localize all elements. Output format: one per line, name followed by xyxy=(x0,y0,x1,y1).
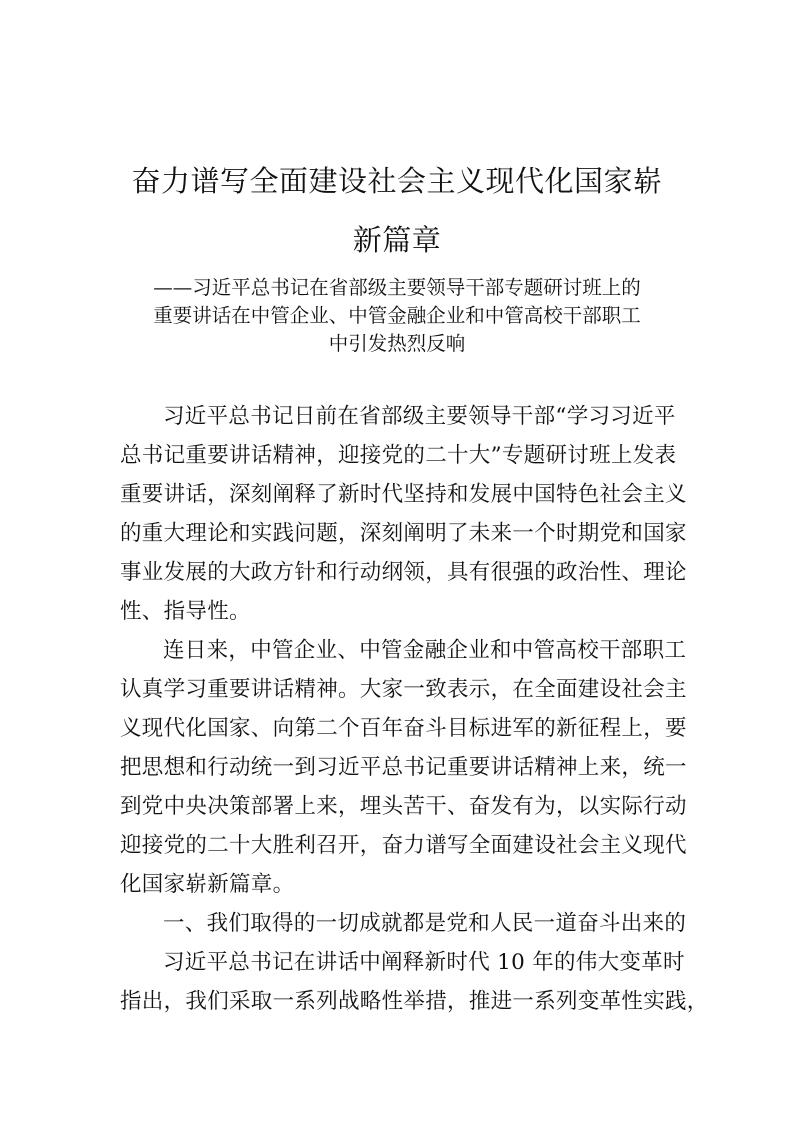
section-heading-1: 一、我们取得的一切成就都是党和人民一道奋斗出来的 xyxy=(163,911,687,936)
paragraph-3-line-1: 习近平总书记在讲话中阐释新时代 10 年的伟大变革时 xyxy=(163,950,685,975)
paragraph-2-line-1: 连日来，中管企业、中管金融企业和中管高校干部职工 xyxy=(163,638,687,663)
document-subtitle-line-2: 重要讲话在中管企业、中管金融企业和中管高校干部职工 xyxy=(153,304,641,327)
paragraph-1-line-4: 的重大理论和实践问题，深刻阐明了未来一个时期党和国家 xyxy=(120,521,687,546)
paragraph-2-line-7: 化国家崭新篇章。 xyxy=(120,872,295,897)
document-title-line-2: 新篇章 xyxy=(352,223,442,257)
document-subtitle-line-1: ——习近平总书记在省部级主要领导干部专题研讨班上的 xyxy=(153,276,641,299)
paragraph-3-line-2: 指出，我们采取一系列战略性举措，推进一系列变革性实践， xyxy=(120,989,709,1014)
paragraph-2-line-4: 把思想和行动统一到习近平总书记重要讲话精神上来，统一 xyxy=(120,755,687,780)
paragraph-1-line-1: 习近平总书记日前在省部级主要领导干部“学习习近平 xyxy=(163,404,676,429)
paragraph-2-line-5: 到党中央决策部署上来，埋头苦干、奋发有为，以实际行动 xyxy=(120,794,687,819)
paragraph-1-line-3: 重要讲话，深刻阐释了新时代坚持和发展中国特色社会主义 xyxy=(120,482,687,507)
paragraph-2-line-3: 义现代化国家、向第二个百年奋斗目标进军的新征程上，要 xyxy=(120,716,687,741)
paragraph-2-line-6: 迎接党的二十大胜利召开，奋力谱写全面建设社会主义现代 xyxy=(120,833,687,858)
document-subtitle-line-3: 中引发热烈反响 xyxy=(328,332,466,355)
document-title-line-1: 奋力谱写全面建设社会主义现代化国家崭 xyxy=(131,164,663,198)
paragraph-2-line-2: 认真学习重要讲话精神。大家一致表示，在全面建设社会主 xyxy=(120,677,687,702)
paragraph-1-line-6: 性、指导性。 xyxy=(120,599,251,624)
paragraph-1-line-2: 总书记重要讲话精神，迎接党的二十大”专题研讨班上发表 xyxy=(120,443,677,468)
paragraph-1-line-5: 事业发展的大政方针和行动纲领，具有很强的政治性、理论 xyxy=(120,560,687,585)
